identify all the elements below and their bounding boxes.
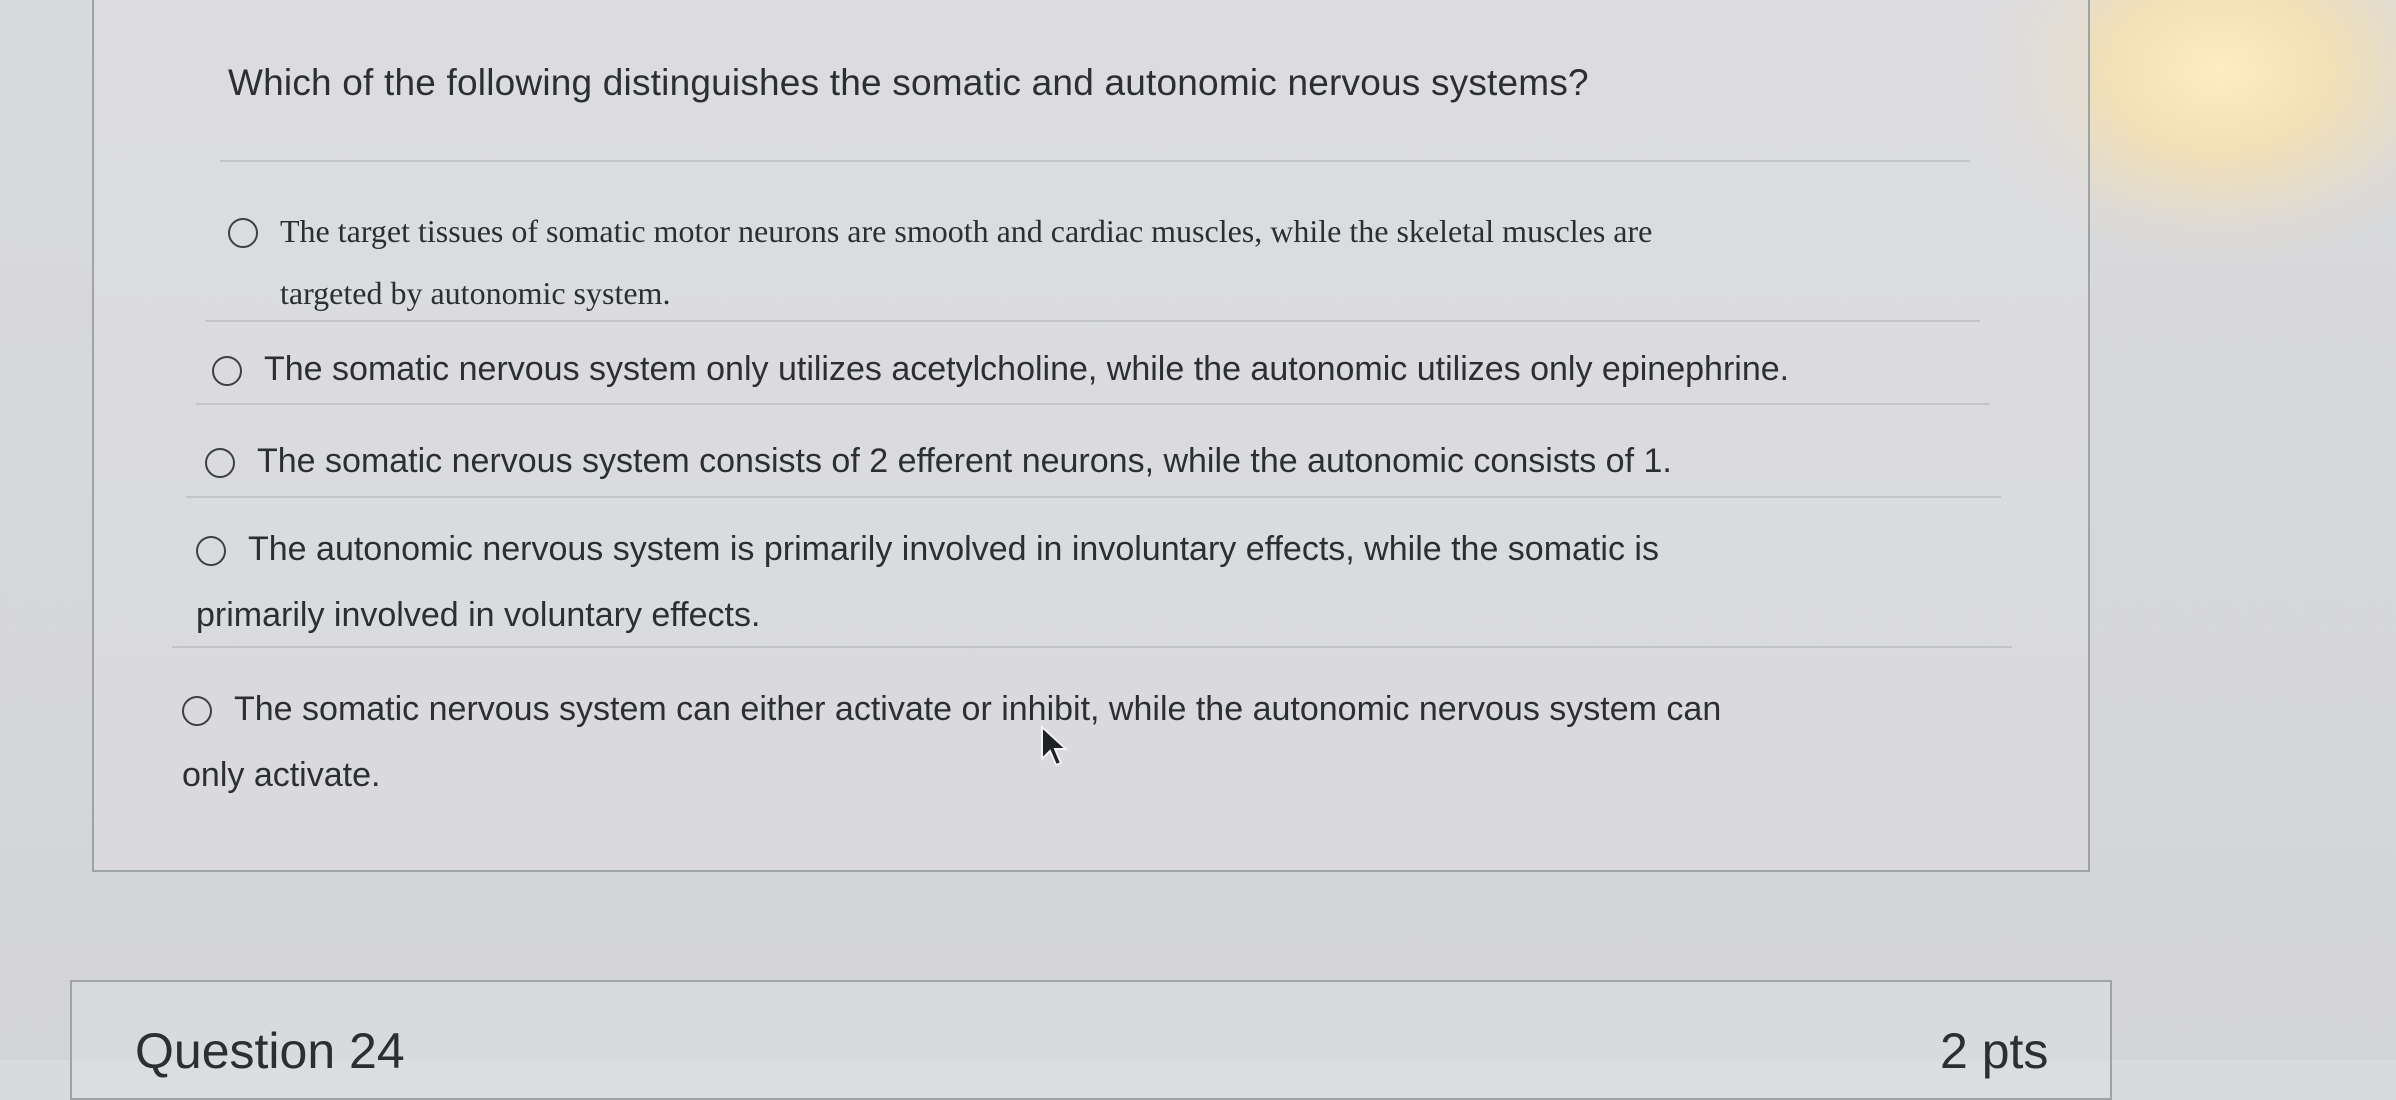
next-question-points: 2 pts bbox=[1940, 1023, 2049, 1079]
question-text: Which of the following distinguishes the somatic and autonomic nervous systems? bbox=[228, 62, 1589, 103]
answer-option-5[interactable] bbox=[182, 676, 1721, 808]
answer-option-3-line-1: The somatic nervous system consists of 2 efferent neurons, while the autonomic consists of 1. bbox=[257, 442, 1672, 480]
answer-option-2-line-1: The somatic nervous system only utilizes acetylcholine, while the autonomic utilizes only epinephrine. bbox=[264, 350, 1790, 388]
radio-button-4[interactable] bbox=[196, 536, 226, 566]
answer-option-2[interactable] bbox=[212, 336, 1789, 402]
answer-option-1-line-1: The target tissues of somatic motor neurons are smooth and cardiac muscles, while the skeletal muscles are bbox=[280, 213, 1653, 249]
answer-option-1[interactable] bbox=[228, 198, 1652, 326]
radio-button-1[interactable] bbox=[228, 218, 258, 248]
answer-divider-1 bbox=[205, 320, 1980, 322]
answer-option-4[interactable] bbox=[196, 516, 1659, 648]
radio-button-5[interactable] bbox=[182, 696, 212, 726]
next-question-title: Question 24 bbox=[135, 1023, 405, 1079]
answer-divider-3 bbox=[186, 496, 2001, 498]
question-divider bbox=[220, 160, 1970, 162]
answer-option-5-line-2: only activate. bbox=[182, 756, 381, 794]
answer-option-3[interactable] bbox=[205, 428, 1672, 494]
answer-option-4-line-1: The autonomic nervous system is primarily involved in involuntary effects, while the somatic is bbox=[248, 530, 1659, 568]
answer-divider-4 bbox=[172, 646, 2012, 648]
radio-button-2[interactable] bbox=[212, 356, 242, 386]
mouse-cursor-icon bbox=[1040, 725, 1070, 771]
radio-button-3[interactable] bbox=[205, 448, 235, 478]
answer-option-4-line-2: primarily involved in voluntary effects. bbox=[196, 596, 761, 634]
answer-divider-2 bbox=[196, 403, 1990, 405]
answer-option-5-line-1: The somatic nervous system can either activate or inhibit, while the autonomic nervous system can bbox=[234, 690, 1722, 728]
answer-option-1-line-2: targeted by autonomic system. bbox=[280, 275, 671, 311]
